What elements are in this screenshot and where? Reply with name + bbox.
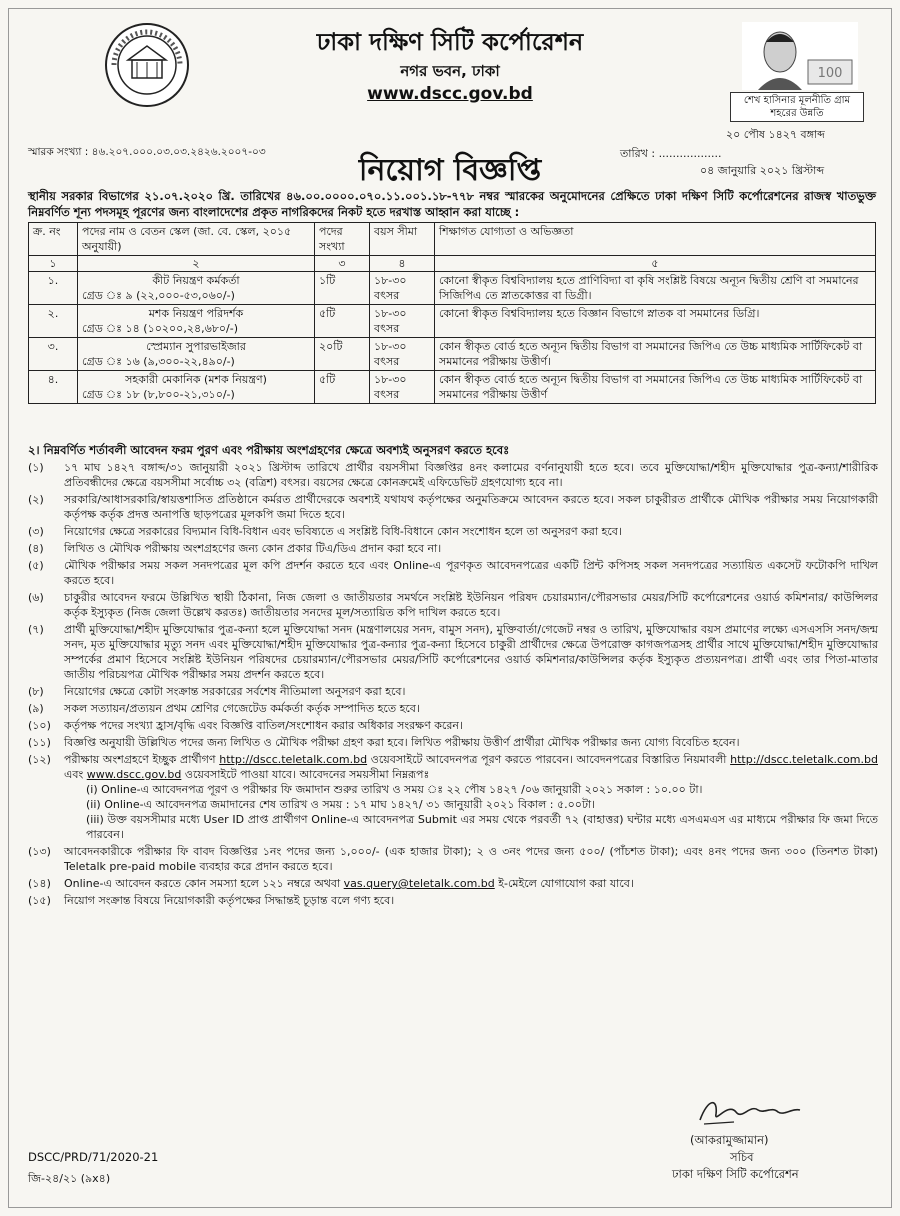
- condition-text: সরকারি/আধাসরকারি/স্বায়ত্তশাসিত প্রতিষ্ঠানে কর্মরত প্রার্থীদেরকে অবশ্যই যথাযথ কর্তৃপক্ষের অনুমতিক্রমে আবেদন করতে হবে। সকল চাকুরীরত প্রার্থীকে মৌখিক পরীক্ষার সময় নিয়োগকারী কর্তৃপক্ষ কর্তৃক প্রদত্ত অনাপত্তি ছাড়পত্রের মূলকপি জমা দিতে হবে।: [64, 493, 878, 521]
- intro-paragraph: স্থানীয় সরকার বিভাগের ২১.০৭.২০২০ খ্রি. তারিখের ৪৬.০০.০০০০.০৭০.১১.০০১.১৮-৭৭৮ নম্বর স্মারকের অনুমোদনের প্রেক্ষিতে ঢাকা দক্ষিণ সিটি কর্পোরেশনের রাজস্ব খাতভুক্ত নিম্নবর্ণিত শূন্য পদসমূহ পূরণের জন্য বাংলাদেশের প্রকৃত নাগরিকদের নিকট হতে দরখাস্ত আহ্বান করা যাচ্ছে :: [28, 189, 876, 219]
- condition-text: নিয়োগের ক্ষেত্রে কোটা সংক্রান্ত সরকারের সর্বশেষ নীতিমালা অনুসরণ করা হবে।: [64, 685, 406, 698]
- condition-item: [28, 492, 878, 522]
- table-row: [29, 338, 876, 371]
- org-name: ঢাকা দক্ষিণ সিটি কর্পোরেশন: [316, 28, 584, 56]
- condition-text: নিয়োগ সংক্রান্ত বিষয়ে নিয়োগকারী কর্তৃপক্ষের সিদ্ধান্তই চূড়ান্ত বলে গণ্য হবে।: [64, 894, 395, 907]
- condition-text: কর্তৃপক্ষ পদের সংখ্যা হ্রাস/বৃদ্ধি এবং বিজ্ঞপ্তি বাতিল/সংশোধন করার অধিকার সংরক্ষণ করেন।: [64, 719, 463, 732]
- teletalk-link[interactable]: http://dscc.teletalk.com.bd: [219, 753, 368, 766]
- condition-item: [28, 876, 878, 891]
- condition-item-application: [28, 752, 878, 842]
- col-number: ৫: [435, 256, 876, 272]
- support-email-link[interactable]: vas.query@teletalk.com.bd: [343, 877, 495, 890]
- condition-number: (৯): [28, 702, 44, 715]
- condition-number: (১০): [28, 719, 51, 732]
- col-number: ৩: [315, 256, 370, 272]
- section-2-heading: ২। নিম্নবর্ণিত শর্তাবলী আবেদন ফরম পুরণ এবং পরীক্ষায় অংশগ্রহণের ক্ষেত্রে অবশ্যই অনুসরণ করতে হবেঃ: [28, 443, 510, 457]
- row-sl: ২.: [29, 305, 78, 338]
- condition-number: (১): [28, 461, 44, 474]
- dscc-website-link[interactable]: www.dscc.gov.bd: [86, 768, 182, 781]
- row-qualification: কোনো স্বীকৃত বিশ্ববিদ্যালয় হতে প্রাণিবিদ্যা বা কৃষি সংশ্লিষ্ট বিষয়ে অন্যূন দ্বিতীয় শ্রেণি বা সমমানের সিজিপিএ তে স্নাতকোত্তর বা ডিগ্রী।: [435, 272, 876, 305]
- signatory-title: সচিব: [730, 1150, 754, 1164]
- row-post: [78, 272, 315, 305]
- condition-item: [28, 541, 878, 556]
- row-age: ১৮-৩০ বৎসর: [370, 338, 435, 371]
- condition-item: [28, 735, 878, 750]
- col-number: ৪: [370, 256, 435, 272]
- table-row: [29, 305, 876, 338]
- condition-number: (৭): [28, 623, 44, 636]
- portrait-image-icon: [742, 22, 858, 90]
- col-header-age: বয়স সীমা: [370, 223, 435, 256]
- row-count: ৫টি: [315, 371, 370, 404]
- post-grade: গ্রেড ঃ ১৮ (৮,৮০০-২১,৩১০/-): [82, 388, 235, 401]
- date-bangla: ২০ পৌষ ১৪২৭ বঙ্গাব্দ: [726, 128, 825, 141]
- condition-number: (১৪): [28, 877, 51, 890]
- condition-text: চাকুরীর আবেদন ফরমে উল্লিখিত স্থায়ী ঠিকানা, নিজ জেলা ও জাতীয়তার সমর্থনে সংশ্লিষ্ট ইউনিয়ন পরিষদ চেয়ারম্যান/পৌরসভার মেয়র/সিটি কর্পোরেশনের ওয়ার্ড কমিশনার/ কাউন্সিলর কর্তৃক ইস্যুকৃত (নিজ জেলা উল্লেখ করতঃ) জাতীয়তার সনদের মূল/সত্যায়িত কপি দাখিল করতে হবে।: [64, 591, 878, 619]
- condition-text: প্রার্থী মুক্তিযোদ্ধা/শহীদ মুক্তিযোদ্ধার পুত্র-কন্যা হলে মুক্তিযোদ্ধা সনদ (মন্ত্রণালয়ের সনদ, বামুস সনদ), মুক্তিবার্তা/গেজেট নম্বর ও তারিখ, মুক্তিযোদ্ধার বয়স প্রমাণের লক্ষ্যে এসএসসি সনদ/জন্ম সনদ, মৃত মুক্তিযোদ্ধার মৃত্যু সনদ এবং মুক্তিযোদ্ধা/শহীদ মুক্তিযোদ্ধার পুত্র-কন্যার পুত্র-কন্যা হিসেবে চাকুরী প্রার্থীদের ক্ষেত্রে উপরোক্ত কাগজপত্রসহ প্রার্থীর সাথে মুক্তিযোদ্ধা/শহীদ মুক্তিযোদ্ধার সম্পর্কের প্রমাণ হিসেবে সংশ্লিষ্ট ইউনিয়ন পরিষদের চেয়ারম্যান/পৌরসভার মেয়র/সিটি কর্পোরেশনের ওয়ার্ড কমিশনার/কাউন্সিলর কর্তৃক ইস্যুকৃত প্রত্যয়নপত্র। প্রার্থী এবং তার পিতা-মাতার জাতীয় পরিচয়পত্র মৌখিক পরীক্ষার সময় প্রদর্শন করতে হবে।: [64, 623, 878, 681]
- col-header-count: পদের সংখ্যা: [315, 223, 370, 256]
- page-title: নিয়োগ বিজ্ঞপ্তি: [358, 153, 542, 188]
- condition-text: ই-মেইলে যোগাযোগ করা যাবে।: [494, 877, 634, 890]
- row-post: [78, 338, 315, 371]
- post-name: সহকারী মেকানিক (মশক নিয়ন্ত্রণ): [125, 373, 267, 386]
- signatory-org: ঢাকা দক্ষিণ সিটি কর্পোরেশন: [672, 1167, 799, 1181]
- timeline-start: (i) Online-এ আবেদনপত্র পূরণ ও পরীক্ষার ফি জমাদান শুরুর তারিখ ও সময় ঃ ২২ পৌষ ১৪২৭ /০৬ জানুয়ারী ২০২১ সকাল : ১০.০০ টা।: [86, 783, 703, 796]
- condition-text: আবেদনকারীকে পরীক্ষার ফি বাবদ বিজ্ঞপ্তির ১নং পদের জন্য ১,০০০/- (এক হাজার টাকা); ২ ও ৩নং পদের জন্য ৫০০/ (পাঁচশত টাকা); এবং ৪নং পদের জন্য ৩০০ (তিনশত টাকা) Teletalk pre-paid mobile ব্যবহার করে প্রদান করতে হবে।: [64, 845, 878, 873]
- table-row: [29, 272, 876, 305]
- condition-number: (৮): [28, 685, 44, 698]
- row-age: ১৮-৩০ বৎসর: [370, 371, 435, 404]
- table-row: [29, 371, 876, 404]
- condition-item: [28, 844, 878, 874]
- signature-icon: [694, 1094, 804, 1128]
- post-name: মশক নিয়ন্ত্রণ পরিদর্শক: [148, 307, 244, 320]
- condition-text: এবং: [64, 768, 87, 781]
- condition-number: (৩): [28, 525, 44, 538]
- col-header-qualification: শিক্ষাগত যোগ্যতা ও অভিজ্ঞতা: [435, 223, 876, 256]
- condition-number: (১২): [28, 753, 51, 766]
- row-qualification: কোন স্বীকৃত বোর্ড হতে অন্যূন দ্বিতীয় বিভাগ বা সমমানের জিপিএ তে উচ্চ মাধ্যমিক সার্টিফিকেট বা সমমানের পরীক্ষায় উত্তীর্ণ: [435, 371, 876, 404]
- posts-table: [28, 222, 876, 404]
- condition-text: পরীক্ষায় অংশগ্রহণে ইচ্ছুক প্রার্থীগণ: [64, 753, 220, 766]
- row-count: ৫টি: [315, 305, 370, 338]
- condition-item: [28, 524, 878, 539]
- row-age: ১৮-৩০ বৎসর: [370, 305, 435, 338]
- table-header-row: [29, 223, 876, 256]
- condition-text: ওয়েবসাইটে আবেদনপত্র পূরণ করতে পারবেন। আবেদনপত্রের বিস্তারিত নিয়মাবলী: [367, 753, 731, 766]
- post-grade: গ্রেড ঃ ১৬ (৯,৩০০-২২,৪৯০/-): [82, 355, 235, 368]
- post-name: স্প্রেম্যান সুপারভাইজার: [146, 340, 246, 353]
- post-grade: গ্রেড ঃ ৯ (২২,০০০-৫৩,০৬০/-): [82, 289, 235, 302]
- row-sl: ৩.: [29, 338, 78, 371]
- gi-number: জি-২৪/২১ (৯x৪): [28, 1172, 111, 1185]
- condition-text: সকল সত্যায়ন/প্রত্যয়ন প্রথম শ্রেণির গেজেটেড কর্মকর্তা কর্তৃক সম্পাদিত হতে হবে।: [64, 702, 420, 715]
- condition-number: (৪): [28, 542, 44, 555]
- row-post: [78, 305, 315, 338]
- condition-number: (১৫): [28, 894, 51, 907]
- post-grade: গ্রেড ঃ ১৪ (১০২০০,২৪,৬৮০/-): [82, 322, 239, 335]
- org-website-link[interactable]: www.dscc.gov.bd: [367, 84, 533, 104]
- teletalk-link[interactable]: http://dscc.teletalk.com.bd: [730, 753, 878, 766]
- column-number-row: [29, 256, 876, 272]
- condition-item: [28, 590, 878, 620]
- condition-text: ১৭ মাঘ ১৪২৭ বঙ্গাব্দ/৩১ জানুয়ারী ২০২১ খ্রিস্টাব্দ তারিখে প্রার্থীর বয়সসীমা বিজ্ঞপ্তির ৪নং কলামের বর্ণনানুযায়ী হতে হবে। তবে মুক্তিযোদ্ধা/শহীদ মুক্তিযোদ্ধার পুত্র-কন্যা/শারীরিক প্রতিবন্ধীদের ক্ষেত্রে বয়সসীমা সর্বোচ্চ ৩২ (বত্রিশ) বৎসর। বয়সের ক্ষেত্রে কোনক্রমেই এফিডেভিট গ্রহণযোগ্য হবে না।: [64, 461, 878, 489]
- condition-item: [28, 684, 878, 699]
- row-sl: ৪.: [29, 371, 78, 404]
- row-qualification: কোনো স্বীকৃত বিশ্ববিদ্যালয় হতে বিজ্ঞান বিভাগে স্নাতক বা সমমানের ডিগ্রি।: [435, 305, 876, 338]
- memo-number: স্মারক সংখ্যা : ৪৬.২০৭.০০০.০৩.০৩.২৪২৬.২০০৭-০৩: [28, 146, 266, 158]
- condition-number: (৬): [28, 591, 44, 604]
- condition-text: নিয়োগের ক্ষেত্রে সরকারের বিদ্যমান বিধি-বিধান এবং ভবিষ্যতে এ সংশ্লিষ্ট বিধি-বিধানে কোন সংশোধন হলে তা অনুসরণ করা হবে।: [64, 525, 622, 538]
- motto-box: শেখ হাসিনার মূলনীতি গ্রাম শহরের উন্নতি: [730, 92, 864, 122]
- row-count: ১টি: [315, 272, 370, 305]
- condition-text: Online-এ আবেদন করতে কোন সমস্যা হলে ১২১ নম্বরে অথবা: [64, 877, 344, 890]
- condition-text: বিজ্ঞপ্তি অনুযায়ী উল্লিখিত পদের জন্য লিখিত ও মৌখিক পরীক্ষা গ্রহণ করা হবে। লিখিত পরীক্ষায় উত্তীর্ণ প্রার্থীরা মৌখিক পরীক্ষার জন্য যোগ্য বিবেচিত হবেন।: [64, 736, 740, 749]
- condition-text: ওয়েবসাইটে পাওয়া যাবে। আবেদনের সময়সীমা নিম্নরূপঃ: [181, 768, 430, 781]
- reference-number: DSCC/PRD/71/2020-21: [28, 1150, 159, 1164]
- row-qualification: কোন স্বীকৃত বোর্ড হতে অন্যূন দ্বিতীয় বিভাগ বা সমমানের জিপিএ তে উচ্চ মাধ্যমিক সার্টিফিকেট বা সমমানের পরীক্ষায় উত্তীর্ণ।: [435, 338, 876, 371]
- condition-item: [28, 718, 878, 733]
- condition-text: মৌখিক পরীক্ষার সময় সকল সনদপত্রের মূল কপি প্রদর্শন করতে হবে এবং Online-এ পূরণকৃত আবেদনপত্রের একটি প্রিন্ট কপিসহ সকল সনদপত্রের সত্যায়িত একসেট ফটোকপি দাখিল করতে হবে।: [64, 559, 878, 587]
- row-age: ১৮-৩০ বৎসর: [370, 272, 435, 305]
- row-post: [78, 371, 315, 404]
- condition-item: [28, 622, 878, 682]
- col-header-sl: ক্র. নং: [29, 223, 78, 256]
- row-count: ২০টি: [315, 338, 370, 371]
- condition-number: (১৩): [28, 845, 51, 858]
- post-name: কীট নিয়ন্ত্রণ কর্মকর্তা: [152, 274, 240, 287]
- condition-item: [28, 460, 878, 490]
- conditions-list: [28, 460, 878, 910]
- col-header-post: পদের নাম ও বেতন স্কেল (জা. বে. স্কেল, ২০১৫ অনুযায়ী): [78, 223, 315, 256]
- timeline-end: (ii) Online-এ আবেদনপত্র জমাদানের শেষ তারিখ ও সময় : ১৭ মাঘ ১৪২৭/ ৩১ জানুয়ারী ২০২১ বিকাল : ৫.০০টা।: [86, 798, 596, 811]
- condition-item: [28, 893, 878, 908]
- condition-number: (৫): [28, 559, 44, 572]
- row-sl: ১.: [29, 272, 78, 305]
- org-address: নগর ভবন, ঢাকা: [400, 62, 500, 80]
- condition-text: লিখিত ও মৌখিক পরীক্ষায় অংশগ্রহণের জন্য কোন প্রকার টিএ/ডিএ প্রদান করা হবে না।: [64, 542, 442, 555]
- condition-number: (২): [28, 493, 44, 506]
- signatory-name: (আকরামুজ্জামান): [690, 1133, 769, 1147]
- condition-number: (১১): [28, 736, 51, 749]
- date-english: ০৪ জানুয়ারি ২০২১ খ্রিস্টাব্দ: [700, 164, 825, 177]
- col-number: ২: [78, 256, 315, 272]
- timeline-fee: (iii) উক্ত বয়সসীমার মধ্যে User ID প্রাপ্ত প্রার্থীগণ Online-এ আবেদনপত্র Submit এর সময় থেকে পরবর্তী ৭২ (বাহাত্তর) ঘন্টার মধ্যে এসএমএস এর মাধ্যমে পরীক্ষার ফি জমা দিতে পারবেন।: [86, 813, 878, 841]
- date-label: তারিখ : ..................: [620, 147, 722, 160]
- condition-item: [28, 558, 878, 588]
- svg-text:100: 100: [817, 66, 843, 81]
- condition-item: [28, 701, 878, 716]
- col-number: ১: [29, 256, 78, 272]
